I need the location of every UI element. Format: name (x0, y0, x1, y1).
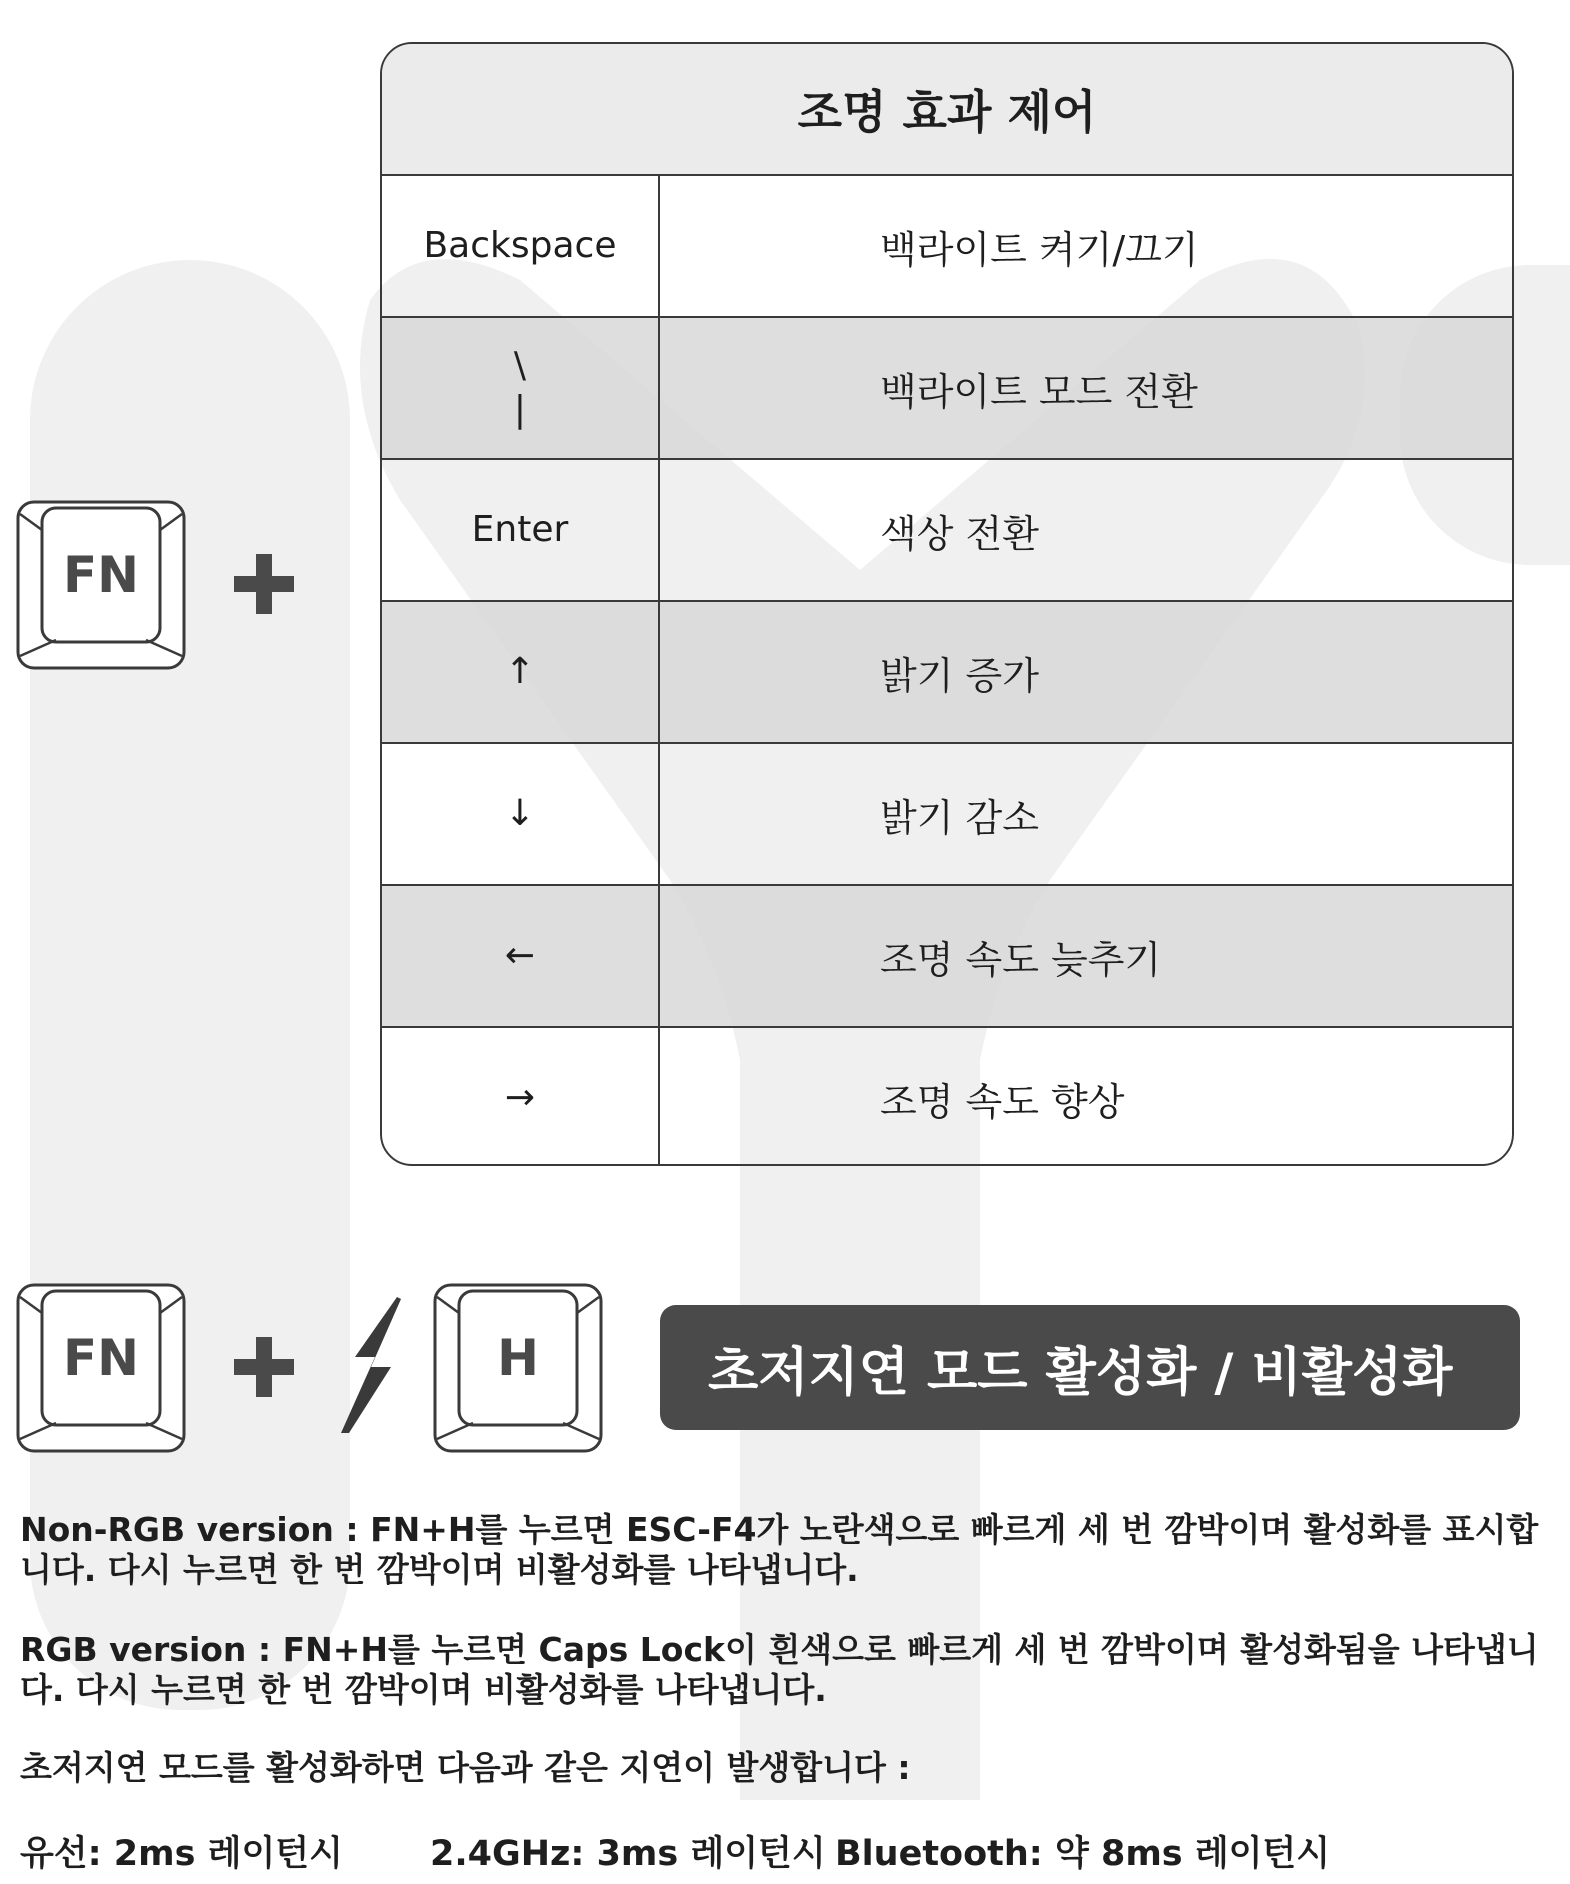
plus-icon (234, 1337, 294, 1397)
rgb-note: RGB version : FN+H를 누르면 Caps Lock이 흰색으로 빠르게 세 번 깜박이며 활성화됨을 나타냅니다. 다시 누르면 한 번 깜박이며 비활성화를 나타냅니다. (20, 1630, 1539, 1709)
ghz-latency: 2.4GHz: 3ms 레이턴시 (430, 1834, 826, 1874)
table-row (382, 1028, 1512, 1166)
latency-intro: 초저지연 모드를 활성화하면 다음과 같은 지연이 발생합니다 : (20, 1748, 911, 1787)
fn-keycap-icon (16, 500, 186, 670)
key-label: ↓ (382, 744, 660, 884)
key-label: \ | (382, 318, 660, 458)
keycap-label: FN (62, 546, 140, 604)
keycap-label: FN (62, 1329, 140, 1387)
table-row (382, 886, 1512, 1028)
key-label: ↑ (382, 602, 660, 742)
low-latency-mode-banner: 초저지연 모드 활성화 / 비활성화 (660, 1305, 1520, 1430)
table-row (382, 744, 1512, 886)
action-label: 조명 속도 향상 (880, 1079, 1125, 1124)
table-row (382, 460, 1512, 602)
action-label: 밝기 감소 (880, 795, 1039, 840)
action-label: 색상 전환 (880, 511, 1039, 556)
table-title: 조명 효과 제어 (382, 44, 1512, 176)
table-row (382, 602, 1512, 744)
fn-keycap-icon (16, 1283, 186, 1453)
table-row (382, 318, 1512, 460)
key-label: Enter (382, 460, 660, 600)
action-label: 밝기 증가 (880, 653, 1039, 698)
plus-icon (234, 554, 294, 614)
key-label: → (382, 1028, 660, 1166)
non-rgb-note: Non-RGB version : FN+H를 누르면 ESC-F4가 노란색으로 빠르게 세 번 깜박이며 활성화를 표시합니다. 다시 누르면 한 번 깜박이며 비활성화를 나타냅니다. (20, 1510, 1539, 1589)
keycap-label: H (497, 1329, 539, 1387)
lighting-control-table (380, 42, 1514, 1166)
table-row (382, 176, 1512, 318)
lightning-icon (335, 1295, 405, 1435)
action-label: 백라이트 모드 전환 (880, 369, 1198, 414)
wired-latency: 유선: 2ms 레이턴시 (20, 1834, 343, 1874)
key-label: ← (382, 886, 660, 1026)
action-label: 백라이트 켜기/끄기 (880, 227, 1199, 272)
action-label: 조명 속도 늦추기 (880, 937, 1162, 982)
key-label: Backspace (382, 176, 660, 316)
bluetooth-latency: Bluetooth: 약 8ms 레이턴시 (835, 1834, 1331, 1874)
h-keycap-icon (433, 1283, 603, 1453)
